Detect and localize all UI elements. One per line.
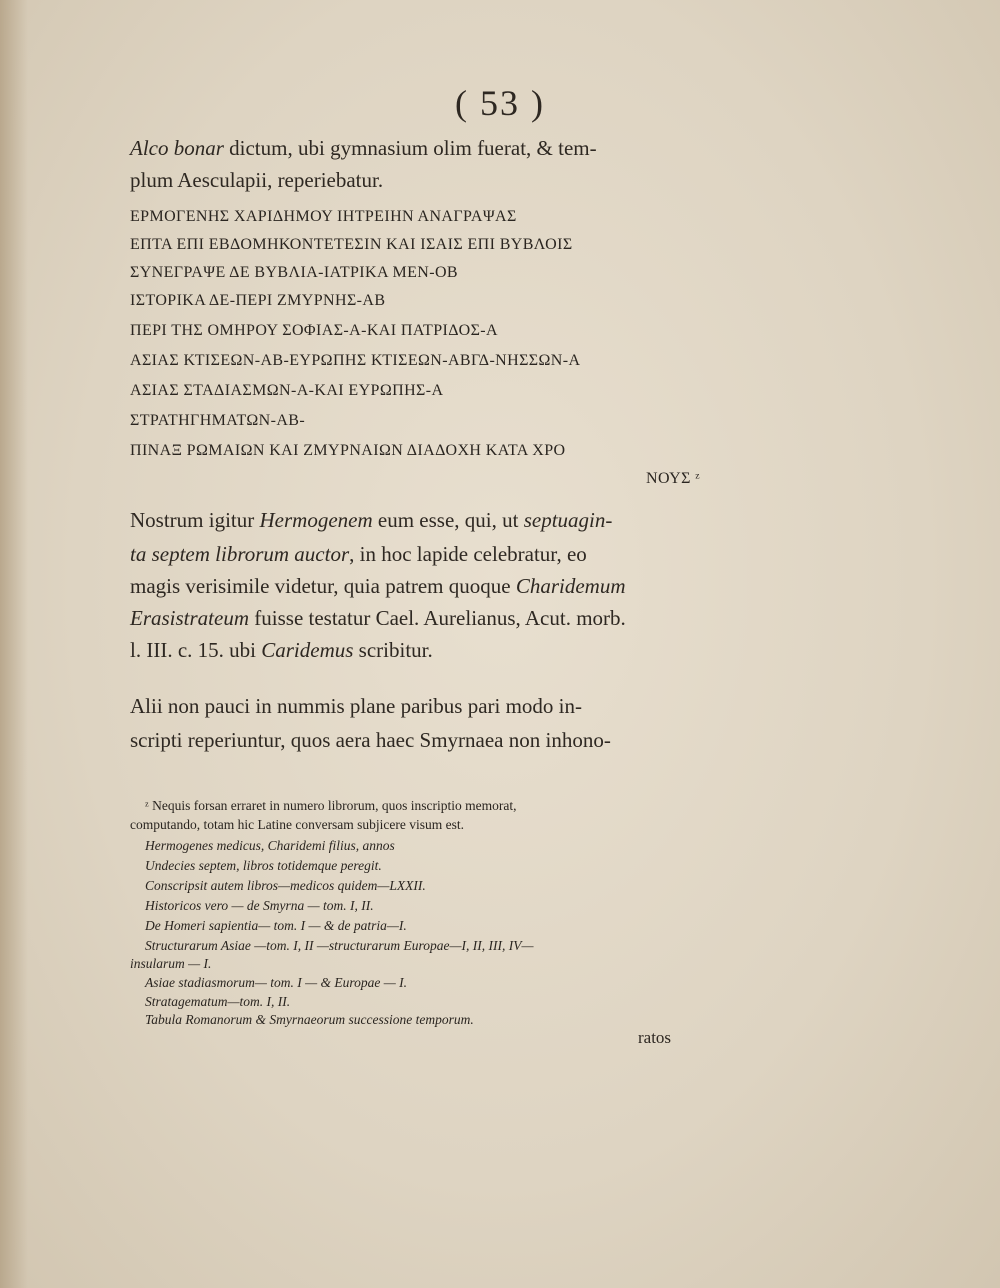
page-number: ( 53 ) bbox=[455, 83, 545, 123]
footnote-line: Historicos vero — de Smyrna — tom. I, II. bbox=[145, 898, 374, 913]
footnote-line: Undecies septem, libros totidemque peregit. bbox=[145, 858, 382, 873]
footnote-line: Stratagematum—tom. I, II. bbox=[145, 994, 291, 1009]
paragraph-2-line-3: magis verisimile videtur, quia patrem quoque Charidemum bbox=[130, 574, 626, 598]
inscription-line-2: ΕΠΤΑ ΕΠΙ ΕΒΔΟΜΗΚΟΝΤΕΤΕΣΙΝ ΚΑΙ ΙΣΑΙΣ ΕΠΙ ΒΥΒΛΟΙΣ bbox=[130, 236, 573, 253]
footnote-line: Tabula Romanorum & Smyrnaeorum successione temporum. bbox=[145, 1012, 474, 1027]
footnote-line: Conscripsit autem libros—medicos quidem—LXXII. bbox=[145, 878, 426, 893]
inscription-line-4: ΙΣΤΟΡΙΚΑ ΔΕ-ΠΕΡΙ ΖΜΥΡΝΗΣ-ΑΒ bbox=[130, 292, 386, 309]
inscription-line-5: ΠΕΡΙ ΤΗΣ ΟΜΗΡΟΥ ΣΟΦΙΑΣ-Α-ΚΑΙ ΠΑΤΡΙΔΟΣ-Α bbox=[130, 322, 498, 339]
inscription-line-7: ΑΣΙΑΣ ΣΤΑΔΙΑΣΜΩΝ-Α-ΚΑΙ ΕΥΡΩΠΗΣ-Α bbox=[130, 382, 444, 399]
footnote-intro-2: computando, totam hic Latine conversam subjicere visum est. bbox=[130, 817, 465, 832]
footnote-line: Structurarum Asiae —tom. I, II —structurarum Europae—I, II, III, IV— bbox=[145, 938, 534, 953]
footnote-line: Hermogenes medicus, Charidemi filius, annos bbox=[145, 838, 395, 853]
paragraph-2-line-2: ta septem librorum auctor, in hoc lapide celebratur, eo bbox=[130, 542, 587, 566]
footnote-intro-1: ᶻ Nequis forsan erraret in numero librorum, quos inscriptio memorat, bbox=[145, 798, 517, 813]
paragraph-2-line-1: Nostrum igitur Hermogenem eum esse, qui, ut septuagin- bbox=[130, 508, 613, 532]
inscription-line-8: ΣΤΡΑΤΗΓΗΜΑΤΩΝ-ΑΒ- bbox=[130, 412, 306, 429]
paragraph-2-line-4: Erasistrateum fuisse testatur Cael. Aurelianus, Acut. morb. bbox=[130, 606, 626, 630]
inscription-line-3: ΣΥΝΕΓΡΑΨΕ ΔΕ ΒΥΒΛΙΑ-ΙΑΤΡΙΚΑ ΜΕΝ-ΟΒ bbox=[130, 264, 458, 281]
paragraph-2-line-5: l. III. c. 15. ubi Caridemus scribitur. bbox=[130, 638, 433, 662]
paragraph-3-line-2: scripti reperiuntur, quos aera haec Smyrnaea non inhono- bbox=[130, 728, 611, 752]
paragraph-1-line-1: Alco bonar dictum, ubi gymnasium olim fuerat, & tem- bbox=[130, 136, 597, 160]
paragraph-3-line-1: Alii non pauci in nummis plane paribus pari modo in- bbox=[130, 694, 583, 718]
footnote-line: Asiae stadiasmorum— tom. I — & Europae — I. bbox=[145, 975, 407, 990]
place-name: Alco bonar bbox=[130, 136, 224, 160]
inscription-line-9: ΠΙΝΑΞ ΡΩΜΑΙΩΝ ΚΑΙ ΖΜΥΡΝΑΙΩΝ ΔΙΑΔΟΧΗ ΚΑΤΑ ΧΡΟ bbox=[130, 442, 566, 459]
footnote-line: insularum — I. bbox=[130, 956, 212, 971]
binding-shadow bbox=[0, 0, 28, 1288]
footnote-line: De Homeri sapientia— tom. I — & de patria—I. bbox=[145, 918, 407, 933]
inscription-line-1: ΕΡΜΟΓΕΝΗΣ ΧΑΡΙΔΗΜΟΥ ΙΗΤΡΕΙΗΝ ΑΝΑΓΡΑΨΑΣ bbox=[130, 208, 517, 225]
inscription-line-10: ΝΟΥΣ ᶻ bbox=[646, 470, 700, 487]
catchword: ratos bbox=[638, 1028, 672, 1047]
inscription-line-6: ΑΣΙΑΣ ΚΤΙΣΕΩΝ-ΑΒ-ΕΥΡΩΠΗΣ ΚΤΙΣΕΩΝ-ΑΒΓΔ-ΝΗΣΣΩΝ-Α bbox=[130, 352, 581, 369]
paragraph-1-line-2: plum Aesculapii, reperiebatur. bbox=[130, 168, 384, 192]
